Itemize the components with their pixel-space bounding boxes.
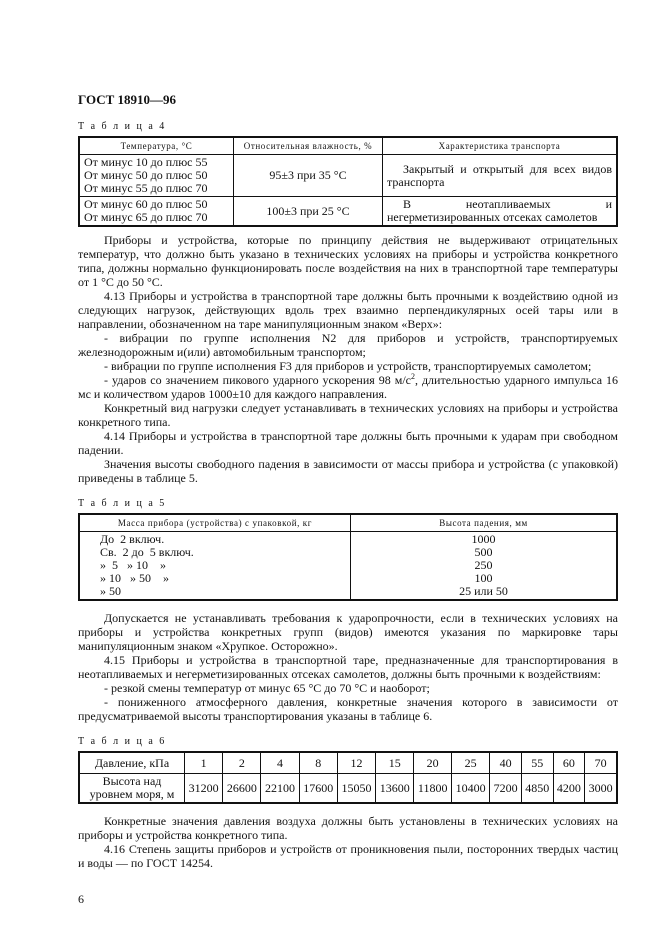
altitude-value: 10400 <box>452 774 490 804</box>
section-4-15 <box>78 611 618 723</box>
paragraph: Конкретный вид нагрузки следует устанавливать в технических условиях на приборы и устройства конкретного типа. <box>78 401 618 429</box>
text: , длительностью ударного импульса 16 мс и количеством ударов 1000±10 для каждого направления. <box>78 373 618 401</box>
altitude-value: 11800 <box>414 774 452 804</box>
mass-value: » 10 » 50 » <box>100 571 169 585</box>
page-number: 6 <box>78 892 84 906</box>
temp-range: От минус 60 до плюс 50 <box>84 197 208 211</box>
altitude-value: 4850 <box>521 774 553 804</box>
paragraph: 4.15 Приборы и устройства в транспортной таре, предназначенные для транспортирования в неотапливаемых и негерметизированных отсеках самолетов, должны быть прочными к воздействиям: <box>78 653 618 681</box>
pressure-value: 1 <box>185 752 223 774</box>
table5-mass <box>79 532 351 601</box>
table6-pressure-row <box>79 752 617 774</box>
temp-range: От минус 65 до плюс 70 <box>84 210 208 224</box>
table5-height <box>351 532 618 601</box>
table4-temps <box>79 155 234 197</box>
paragraph: Конкретные значения давления воздуха должны быть установлены в технических условиях на приборы и устройства конкретного типа. <box>78 814 618 842</box>
list-item: - резкой смены температур от минус 65 °С до 70 °С и наоборот; <box>104 681 430 695</box>
document-header: ГОСТ 18910—96 <box>78 92 177 107</box>
list-item: - вибрации по группе исполнения F3 для приборов и устройств, транспортируемых самолетом; <box>104 359 592 373</box>
paragraph: Допускается не устанавливать требования к ударопрочности, если в технических условиях на приборы и устройства конкретных групп (видов) имеются указания по маркировке тары манипуляционным знаком «Хрупкое. Осторожно». <box>78 611 618 653</box>
section-4-12-4-14 <box>78 233 618 485</box>
height-value: 1000 <box>471 532 496 546</box>
table5-header-height: Высота падения, мм <box>351 514 618 532</box>
pressure-value: 2 <box>223 752 261 774</box>
altitude-value: 17600 <box>299 774 337 804</box>
table6-row-label: Давление, кПа <box>79 752 185 774</box>
pressure-value: 15 <box>376 752 414 774</box>
mass-value: » 5 » 10 » <box>100 558 166 572</box>
table4-transport: Закрытый и открытый для всех видов транспорта <box>383 155 618 197</box>
table5 <box>78 513 618 601</box>
paragraph: Значения высоты свободного падения в зависимости от массы прибора и устройства (с упаковкой) приведены в таблице 5. <box>78 457 618 485</box>
table-row <box>79 155 617 197</box>
table-row <box>79 532 617 601</box>
mass-value: Св. 2 до 5 включ. <box>100 545 194 559</box>
height-value: 25 или 50 <box>459 584 508 598</box>
table4-header-transport: Характеристика транспорта <box>383 137 618 155</box>
altitude-value: 13600 <box>376 774 414 804</box>
paragraph: 4.16 Степень защиты приборов и устройств от проникновения пыли, посторонних твердых частиц и воды — по ГОСТ 14254. <box>78 842 618 870</box>
table4-temps <box>79 197 234 227</box>
pressure-value: 55 <box>521 752 553 774</box>
pressure-value: 60 <box>553 752 585 774</box>
altitude-value: 31200 <box>185 774 223 804</box>
text: - ударов со значением пикового ударного ускорения 98 м/с <box>104 373 411 387</box>
superscript: 2 <box>410 372 415 381</box>
temp-range: От минус 10 до плюс 55 <box>84 155 208 169</box>
pressure-value: 70 <box>585 752 617 774</box>
altitude-value: 26600 <box>223 774 261 804</box>
table4-header-humidity: Относительная влажность, % <box>234 137 383 155</box>
table4-transport: В неотапливаемых и негерметизированных отсеках самолетов <box>383 197 618 227</box>
temp-range: От минус 50 до плюс 50 <box>84 168 208 182</box>
altitude-value: 15050 <box>337 774 375 804</box>
pressure-value: 25 <box>452 752 490 774</box>
altitude-value: 7200 <box>490 774 522 804</box>
altitude-value: 4200 <box>553 774 585 804</box>
list-item: - вибрации по группе исполнения N2 для приборов и устройств, транспортируемых железнодорожным и(или) автомобильным транспортом; <box>78 331 618 359</box>
height-value: 500 <box>474 545 493 559</box>
table4-humidity: 100±3 при 25 °С <box>234 197 383 227</box>
pressure-value: 12 <box>337 752 375 774</box>
table-row <box>79 197 617 227</box>
table6-caption: Т а б л и ц а 6 <box>78 736 167 747</box>
altitude-value: 22100 <box>261 774 299 804</box>
mass-value: До 2 включ. <box>100 532 165 546</box>
mass-value: » 50 <box>100 584 121 598</box>
pressure-value: 20 <box>414 752 452 774</box>
list-item <box>78 373 618 401</box>
height-value: 100 <box>474 571 493 585</box>
table6 <box>78 751 618 804</box>
paragraph: 4.14 Приборы и устройства в транспортной таре должны быть прочными к ударам при свободном падении. <box>78 429 618 457</box>
pressure-value: 4 <box>261 752 299 774</box>
table4-caption: Т а б л и ц а 4 <box>78 121 167 132</box>
table4-header-temp: Температура, °С <box>79 137 234 155</box>
table5-caption: Т а б л и ц а 5 <box>78 498 167 509</box>
temp-range: От минус 55 до плюс 70 <box>84 181 208 195</box>
pressure-value: 40 <box>490 752 522 774</box>
table6-altitude-row <box>79 774 617 804</box>
height-value: 250 <box>474 558 493 572</box>
table5-header-mass: Масса прибора (устройства) с упаковкой, кг <box>79 514 351 532</box>
table6-row-label: Высота над уровнем моря, м <box>79 774 185 804</box>
table4-humidity: 95±3 при 35 °С <box>234 155 383 197</box>
section-4-16 <box>78 814 618 870</box>
altitude-value: 3000 <box>585 774 617 804</box>
paragraph: Приборы и устройства, которые по принципу действия не выдерживают отрицательных температур, что должно быть указано в технических условиях на приборы и устройства конкретного типа, должны нормально функционировать после воздействия на них в транспортной таре температуры от 1 °С до 50 °С. <box>78 233 618 289</box>
list-item: - пониженного атмосферного давления, конкретные значения которого в зависимости от предусматриваемой высоты транспортирования указаны в таблице 6. <box>78 695 618 723</box>
pressure-value: 8 <box>299 752 337 774</box>
paragraph: 4.13 Приборы и устройства в транспортной таре должны быть прочными к воздействию одной из следующих нагрузок, действующих вдоль трех взаимно перпендикулярных осей тары или в направлении, обозначенном на таре манипуляционным знаком «Верх»: <box>78 289 618 331</box>
table4 <box>78 136 618 227</box>
